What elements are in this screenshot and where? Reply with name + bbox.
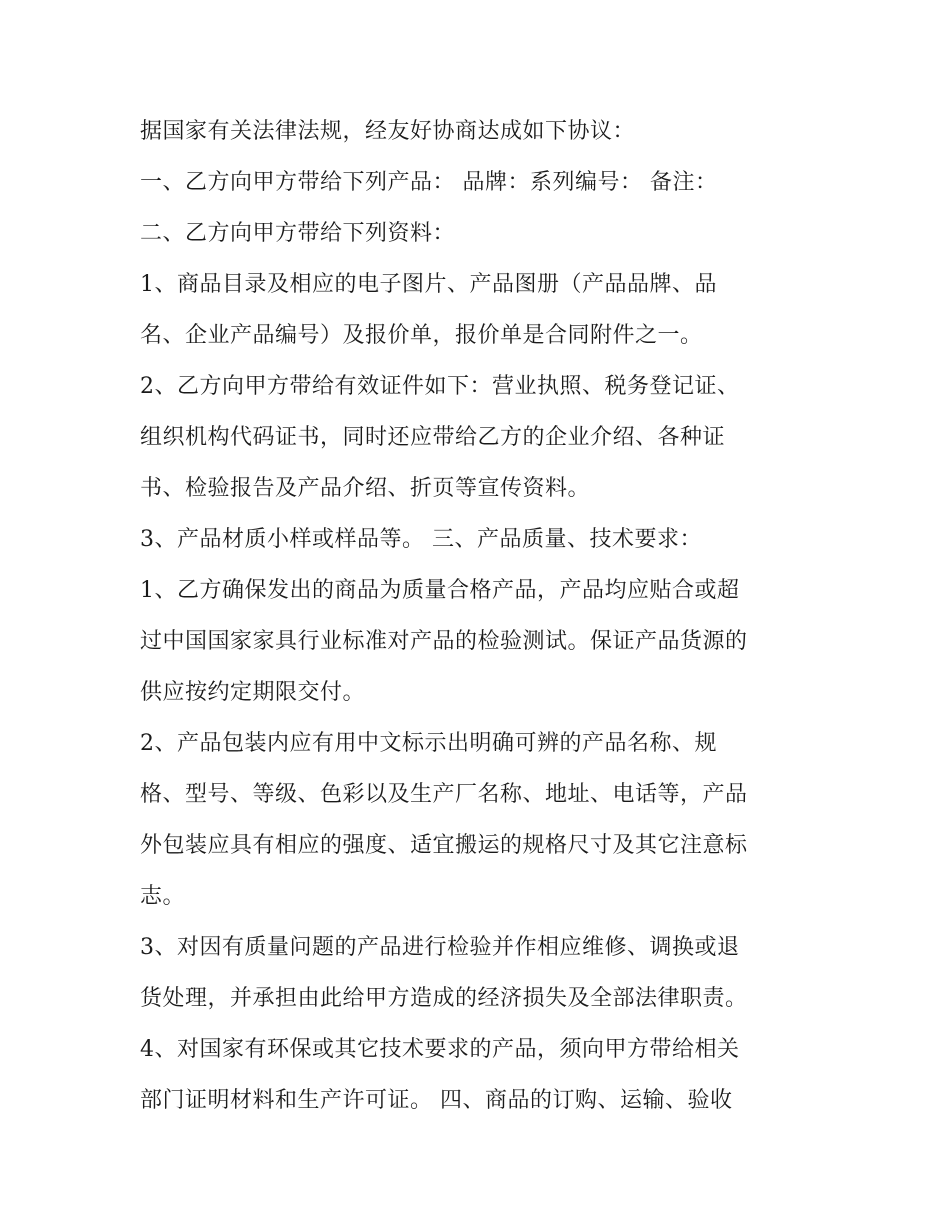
text-line: 2、乙方向甲方带给有效证件如下：营业执照、税务登记证、 bbox=[140, 374, 740, 399]
text-line: 二、乙方向甲方带给下列资料： bbox=[140, 221, 456, 246]
text-line: 2、产品包装内应有用中文标示出明确可辨的产品名称、规 bbox=[140, 731, 717, 756]
text-line: 供应按约定期限交付。 bbox=[140, 680, 366, 705]
text-line: 3、产品材质小样或样品等。 三、产品质量、技术要求： bbox=[140, 527, 702, 552]
text-line: 4、对国家有环保或其它技术要求的产品，须向甲方带给相关 bbox=[140, 1037, 740, 1062]
text-line: 3、对因有质量问题的产品进行检验并作相应维修、调换或退 bbox=[140, 935, 740, 960]
text-line: 部门证明材料和生产许可证。 四、商品的订购、运输、验收 bbox=[140, 1088, 733, 1113]
text-line: 1、商品目录及相应的电子图片、产品图册（产品品牌、品 bbox=[140, 272, 717, 297]
text-line: 货处理，并承担由此给甲方造成的经济损失及全部法律职责。 bbox=[140, 986, 748, 1011]
document-body bbox=[140, 106, 830, 1126]
text-line: 书、检验报告及产品介绍、折页等宣传资料。 bbox=[140, 476, 591, 501]
text-line: 格、型号、等级、色彩以及生产厂名称、地址、电话等，产品 bbox=[140, 782, 748, 807]
text-line: 据国家有关法律法规，经友好协商达成如下协议： bbox=[140, 119, 636, 144]
text-line: 组织机构代码证书，同时还应带给乙方的企业介绍、各种证 bbox=[140, 425, 726, 450]
text-line: 一、乙方向甲方带给下列产品： 品牌：系列编号： 备注： bbox=[140, 170, 718, 195]
text-line: 1、乙方确保发出的商品为质量合格产品，产品均应贴合或超 bbox=[140, 578, 740, 603]
text-line: 过中国国家家具行业标准对产品的检验测试。保证产品货源的 bbox=[140, 629, 748, 654]
text-line: 外包装应具有相应的强度、适宜搬运的规格尺寸及其它注意标 bbox=[140, 833, 748, 858]
text-line: 志。 bbox=[140, 884, 186, 909]
text-line: 名、企业产品编号）及报价单，报价单是合同附件之一。 bbox=[140, 323, 703, 348]
